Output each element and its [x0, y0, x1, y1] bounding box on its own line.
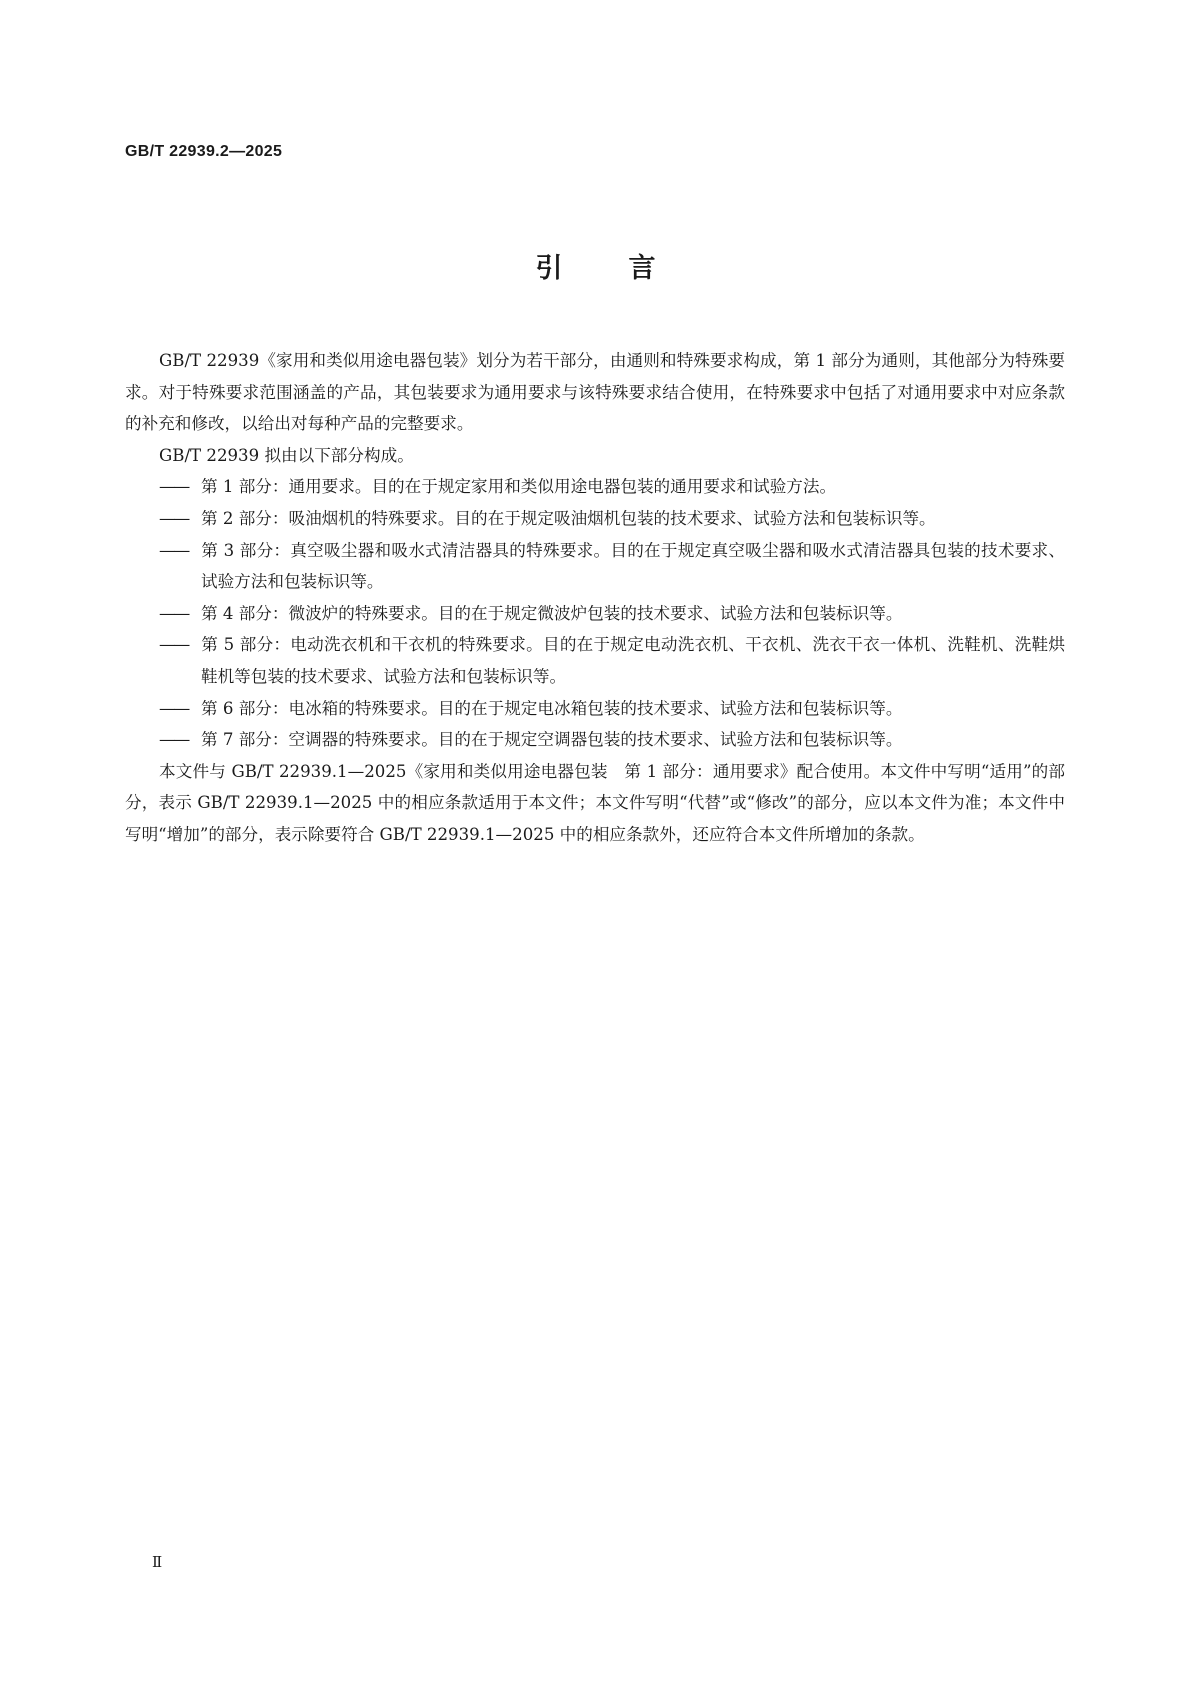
page-title-char-2: 言	[628, 253, 656, 284]
list-item-text: 第 1 部分：通用要求。目的在于规定家用和类似用途电器包装的通用要求和试验方法。	[201, 477, 837, 497]
intro-paragraph-2: GB/T 22939 拟由以下部分构成。	[159, 445, 414, 465]
list-item-text: 第 7 部分：空调器的特殊要求。目的在于规定空调器包装的技术要求、试验方法和包装标识等。	[201, 730, 903, 750]
page-title	[0, 246, 1191, 285]
list-item-text: 第 6 部分：电冰箱的特殊要求。目的在于规定电冰箱包装的技术要求、试验方法和包装标识等。	[201, 698, 903, 718]
dash-bullet: ——	[159, 730, 189, 750]
introduction-body	[125, 345, 1065, 851]
list-item	[159, 471, 1065, 503]
page-number: Ⅱ	[152, 1553, 163, 1571]
dash-bullet: ——	[159, 508, 189, 528]
dash-bullet: ——	[159, 603, 189, 623]
dash-bullet: ——	[159, 635, 189, 655]
list-item	[159, 693, 1065, 725]
list-item	[159, 535, 1065, 598]
document-code: GB/T 22939.2—2025	[125, 143, 283, 160]
list-item	[159, 629, 1065, 692]
dash-bullet: ——	[159, 698, 189, 718]
page-title-char-1: 引	[535, 253, 563, 284]
list-item-text: 第 4 部分：微波炉的特殊要求。目的在于规定微波炉包装的技术要求、试验方法和包装标识等。	[201, 603, 903, 623]
list-item-text: 第 2 部分：吸油烟机的特殊要求。目的在于规定吸油烟机包装的技术要求、试验方法和包装标识等。	[201, 508, 936, 528]
intro-paragraph-3: 本文件与 GB/T 22939.1—2025《家用和类似用途电器包装 第 1 部分：通用要求》配合使用。本文件中写明“适用”的部分，表示 GB/T 22939.1—2025 中的相应条款适用于本文件；本文件写明“代替”或“修改”的部分，应以本文件为准；本文件中写明“增加”的部分，表示除要符合 GB/T 22939.1—2025 中的相应条款外，还应符合本文件所增加的条款。	[125, 761, 1065, 844]
list-item	[159, 724, 1065, 756]
dash-bullet: ——	[159, 477, 189, 497]
list-item-text: 第 5 部分：电动洗衣机和干衣机的特殊要求。目的在于规定电动洗衣机、干衣机、洗衣干衣一体机、洗鞋机、洗鞋烘鞋机等包装的技术要求、试验方法和包装标识等。	[201, 635, 1065, 686]
dash-bullet: ——	[159, 540, 189, 560]
list-item-text: 第 3 部分：真空吸尘器和吸水式清洁器具的特殊要求。目的在于规定真空吸尘器和吸水式清洁器具包装的技术要求、试验方法和包装标识等。	[201, 540, 1065, 592]
list-item	[159, 503, 1065, 535]
intro-paragraph-1: GB/T 22939《家用和类似用途电器包装》划分为若干部分，由通则和特殊要求构成，第 1 部分为通则，其他部分为特殊要求。对于特殊要求范围涵盖的产品，其包装要求为通用要求与该特殊要求结合使用，在特殊要求中包括了对通用要求中对应条款的补充和修改，以给出对每种产品的完整要求。	[125, 351, 1065, 434]
list-item	[159, 598, 1065, 630]
